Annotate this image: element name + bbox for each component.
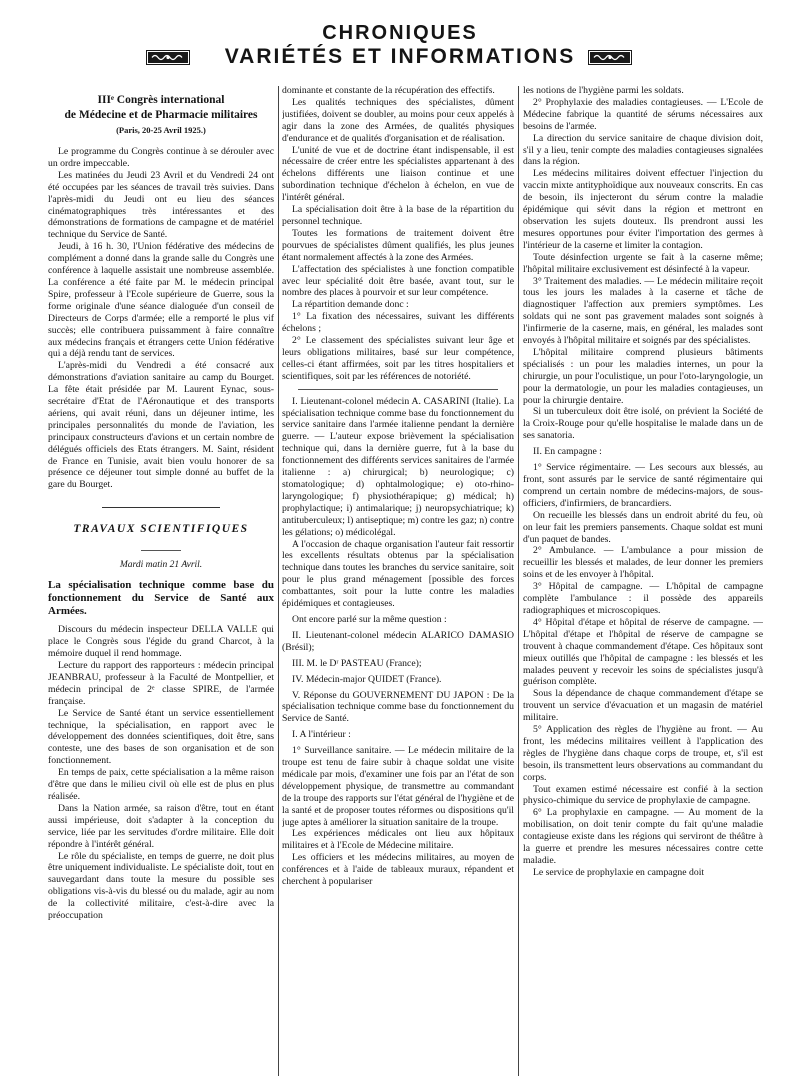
paragraph: Si un tuberculeux doit être isolé, on prévient la Société de la Croix-Rouge pour qu'elle hospitalise le malade dans un de ses sanatoria. <box>523 406 763 442</box>
paragraph: L'hôpital militaire comprend plusieurs bâtiments spécialisés : un pour les maladies internes, un pour la chirurgie, un pour l'oculistique, un pour l'oto-laryngologie, un pour la dermatologie, un pour les maladies contagieuses, un pour la chirurgie dentaire. <box>523 346 763 406</box>
paper-title: La spécialisation technique comme base du fonctionnement du Service de Santé aux Armées. <box>48 579 274 618</box>
paragraph: dominante et constante de la récupération des effectifs. <box>282 85 495 96</box>
paragraph: L'unité de vue et de doctrine étant indispensable, il est nécessaire de créer entre les spécialistes appartenant à des échelons différents une liaison continue et une subordination technique d'échelon à échelon, en vue de l'intérêt général. <box>282 144 514 204</box>
subheading: II. En campagne : <box>533 446 602 458</box>
paragraph: I. Lieutenant-colonel médecin A. CASARINI (Italie). La spécialisation technique comme base du fonctionnement du service sanitaire dans l'armée italienne pendant la dernière guerre. — L'auteur expose brièvement la spécialisation technique qui, dans la dernière guerre, fut à la base du fonctionnement des différents services sanitaires de l'armée italienne : a) chirurgical; b) neurologique; c) stomatologique; d) ophtalmologique; e) oto-rhino-laryngologique; f) physiothérapique; g) médical; h) prophylactique; i) antimalarique; j) neuropsychiatrique; k) antituberculeux; l) antiseptique; m) contre les gaz; n) contre les gélations; o) médicolégal. <box>282 395 514 538</box>
paragraph: Toutes les formations de traitement doivent être pourvues de spécialistes dûment qualifiés, les plus jeunes étant normalement affectés à la zone des Armées. <box>282 227 514 263</box>
list-item: IV. Médecin-major QUIDET (France). <box>292 673 442 685</box>
paragraph: L'après-midi du Vendredi a été consacré aux démonstrations d'aviation sanitaire au camp du Bourget. La fête était présidée par M. Laurent Eynac, sous-secrétaire d'Etat de l'Aéronautique et des transports aériens, qui avait réuni, dans un déjeuner intime, les principales personnalités du monde de l'aviation, les principaux constructeurs d'avions et un certain nombre de délégués officiels des Etats étrangers. M. Saint, résident de France en Tunisie, avait bien voulu honorer de sa présence ce déjeuner tout simple donné au buffet de la gare du Bourget. <box>48 360 274 491</box>
divider-short <box>141 550 181 551</box>
paragraph: Les médecins militaires doivent effectuer l'injection du vaccin mixte antityphoïdique aux nouveaux conscrits. En cas de besoin, ils injecteront du sérum contre la maladie épidémique qui sévit dans la région et mettront en observation les sujets douteux. Ils prendront aussi les mesures opportunes pour éviter l'importation des germes à l'intérieur de la caserne et limiter la contagion. <box>523 168 763 251</box>
paragraph: 2° Prophylaxie des maladies contagieuses. — L'Ecole de Médecine fabrique la quantité de sérums nécessaires aux besoins de l'armée. <box>523 96 763 132</box>
list-item: II. Lieutenant-colonel médecin ALARICO DAMASIO (Brésil); <box>282 629 514 653</box>
divider <box>102 507 220 508</box>
paragraph: Toute désinfection urgente se fait à la caserne même; l'hôpital militaire exclusivement est désinfecté à la vapeur. <box>523 251 763 275</box>
paragraph: L'affectation des spécialistes à une fonction compatible avec leur spécialité doit être basée, avant tout, sur le nombre des places à pourvoir et sur leur compétence. <box>282 263 514 299</box>
paragraph: Ont encore parlé sur la même question : <box>292 613 447 625</box>
paragraph: Tout examen estimé nécessaire est confié à la section physico-chimique du service de prophylaxie de campagne. <box>523 783 763 807</box>
ornament-left-icon <box>146 50 190 65</box>
paragraph: Lecture du rapport des rapporteurs : médecin principal JEANBRAU, professeur à la Faculté de Montpellier, et médecin principal de 2ᵉ classe SPIRE, de l'armée française. <box>48 660 274 707</box>
masthead <box>0 6 800 70</box>
paragraph: 5° Application des règles de l'hygiène au front. — Au front, les médecins militaires veillent à l'application des règles de l'hygiène dans chaque corps de troupe, et, s'il est besoin, ils transmettent leurs observations au commandant du corps. <box>523 724 763 783</box>
paragraph: En temps de paix, cette spécialisation a la même raison d'être que dans le milieu civil où elle est de plus en plus réalisée. <box>48 767 274 802</box>
column-1 <box>48 85 274 1075</box>
paragraph: 3° Traitement des maladies. — Le médecin militaire reçoit tous les jours les malades à la caserne et tâche de diagnostiquer l'affection aux premiers symptômes. Les soldats qui ne sont pas gravement malades sont soignés à l'infirmerie de la caserne, mais, en général, les malades sont envoyés à l'hôpital militaire et soignés par des spécialistes. <box>523 275 763 347</box>
paragraph: Les qualités techniques des spécialistes, dûment justifiées, doivent se doubler, au moins pour ceux appelés à agir dans la zone des Armées, de qualités physiques d'endurance et de qualités d'organisation et de réalisation. <box>282 96 514 144</box>
paragraph: Le programme du Congrès continue à se dérouler avec un ordre impeccable. <box>48 146 274 169</box>
masthead-subtitle: VARIÉTÉS ET INFORMATIONS <box>224 45 576 68</box>
section-title: TRAVAUX SCIENTIFIQUES <box>73 523 249 536</box>
masthead-title: CHRONIQUES <box>322 22 478 44</box>
paragraph: Les expériences médicales ont lieu aux hôpitaux militaires et à l'Ecole de Médecine militaire. <box>282 828 514 852</box>
list-item: III. M. le Dʳ PASTEAU (France); <box>292 657 422 669</box>
column-rule-2 <box>518 86 519 1076</box>
column-2 <box>282 85 514 1075</box>
paragraph: Les officiers et les médecins militaires, au moyen de conférences et à l'aide de tableaux muraux, répandent et cherchent à populariser <box>282 852 514 888</box>
paragraph: Sous la dépendance de chaque commandement d'étape se trouvent un service d'évacuation et un magasin de matériel militaire. <box>523 688 763 724</box>
column-rule-1 <box>278 86 279 1076</box>
paragraph: A l'occasion de chaque organisation l'auteur fait ressortir les excellents résultats obtenus par la spécialisation technique dans toutes les branches du service sanitaire, soit pour le plus grand ménagement [possible des forces combattantes, soit pour la lutte contre les maladies épidémiques et contagieuses. <box>282 538 514 610</box>
congress-title-line2: de Médecine et de Pharmacie militaires <box>64 109 258 121</box>
column-3 <box>523 85 763 1075</box>
paragraph: 1° Service régimentaire. — Les secours aux blessés, au front, sont assurés par le service de santé régimentaire qui comprend un certain nombre de médecins-majors, de sous-officiers, d'infirmiers, de brancardiers. <box>523 462 763 509</box>
paragraph: les notions de l'hygiène parmi les soldats. <box>523 85 684 96</box>
list-item: 1° La fixation des nécessaires, suivant les différents échelons ; <box>282 311 514 335</box>
congress-dates: (Paris, 20-25 Avril 1925.) <box>116 125 206 135</box>
divider <box>298 389 498 390</box>
paragraph: Le service de prophylaxie en campagne doit <box>533 866 705 878</box>
paragraph: Le Service de Santé étant un service essentiellement technique, la spécialisation, en rapport avec le développement des données scientifiques, doit être, sans conteste, une des bases de son organisation et de son fonctionnement. <box>48 707 274 767</box>
congress-title: IIIᵉ Congrès international <box>97 94 225 106</box>
paragraph: On recueille les blessés dans un endroit abrité du feu, où on leur fait les premiers pansements. Chaque soldat est muni d'un paquet de bandes. <box>523 509 763 545</box>
paragraph: Jeudi, à 16 h. 30, l'Union fédérative des médecins de complément a donné dans la grande salle du Congrès une conférence à laquelle assistait une nombreuse assemblée. La conférence a été faite par M. le médecin principal Spire, professeur à l'Ecole supérieure de Guerre, sous la forme originale d'une séance dialoguée d'un conseil de Directeurs de Corps d'armée; elle a remporté le plus vif succès; elle contribuera puissamment à faire connaître aux médecins français et étrangers cette Union fédérative qui a déjà rendu tant de services. <box>48 241 274 360</box>
ornament-right-icon <box>588 50 632 65</box>
paragraph: La répartition demande donc : <box>292 299 409 311</box>
paragraph: 3° Hôpital de campagne. — L'hôpital de campagne complète l'ambulance : il possède des appareils radiographiques et microscopiques. <box>523 581 763 616</box>
paragraph: 2° Ambulance. — L'ambulance a pour mission de recueillir les blessés et malades, de leur donner les premiers soins et de les envoyer à l'hôpital. <box>523 545 763 581</box>
paragraph: 6° La prophylaxie en campagne. — Au moment de la mobilisation, on doit tenir compte du fait qu'une maladie contagieuse existe dans les régions qui serviront de théâtre à la guerre et prendre les mesures nécessaires contre cette maladie. <box>523 807 763 866</box>
paragraph: 4° Hôpital d'étape et hôpital de réserve de campagne. — L'hôpital d'étape et l'hôpital de réserve de campagne se trouvent à chaque commandement d'étape. Ces hôpitaux sont mieux outillés que l'hôpital de campagne : les blessés et les malades peuvent y recevoir les soins de spécialistes jusqu'à guérison complète. <box>523 616 763 688</box>
session-date: Mardi matin 21 Avril. <box>119 560 203 571</box>
subheading: I. A l'intérieur : <box>292 729 351 741</box>
paragraph: La spécialisation doit être à la base de la répartition du personnel technique. <box>282 204 514 227</box>
paragraph: La direction du service sanitaire de chaque division doit, s'il y a lieu, tenir compte des maladies contagieuses signalées dans la région. <box>523 132 763 168</box>
paragraph: 1° Surveillance sanitaire. — Le médecin militaire de la troupe est tenu de faire subir à chaque soldat une visite médicale par mois, d'examiner une fois par an l'état de son développement physique, de transmettre au commandant de la troupe des rapports sur l'état général de l'hygiène et de la santé et de proposer toutes réformes ou dispositions qu'il juge aptes à améliorer la situation sanitaire de la troupe. <box>282 745 514 828</box>
paragraph: Dans la Nation armée, sa raison d'être, tout en étant aussi impérieuse, doit s'adapter à la conception du service, liée par les servitudes d'ordre militaire. Elle doit répondre à l'intérêt général. <box>48 802 274 850</box>
paragraph: V. Réponse du GOUVERNEMENT DU JAPON : De la spécialisation technique comme base du fonctionnement du Service de Santé. <box>282 689 514 725</box>
list-item: 2° Le classement des spécialistes suivant leur âge et leurs obligations militaires, basé sur leur compétence, celles-ci étant affirmées, soit par les titres hospitaliers et scientifiques, soit par les références de notoriété. <box>282 335 514 382</box>
paragraph: Discours du médecin inspecteur DELLA VALLE qui place le Congrès sous l'égide du grand Charcot, à la mémoire duquel il rend hommage. <box>48 624 274 660</box>
paragraph: Les matinées du Jeudi 23 Avril et du Vendredi 24 ont été occupées par les séances de travail très suivies. Dans l'après-midi du Jeudi ont eu lieu des séances cinématographiques très intéressantes et des démonstrations de formations de campagne et de matériel technique du Service de Santé. <box>48 169 274 241</box>
paragraph: Le rôle du spécialiste, en temps de guerre, ne doit plus être uniquement individualiste. Le spécialiste doit, tout en sauvegardant dans toute la mesure du possible ses obligations vis-à-vis du blessé ou du malade, agir au nom de la collectivité militaire, c'est-à-dire avec la préoccupation <box>48 850 274 922</box>
